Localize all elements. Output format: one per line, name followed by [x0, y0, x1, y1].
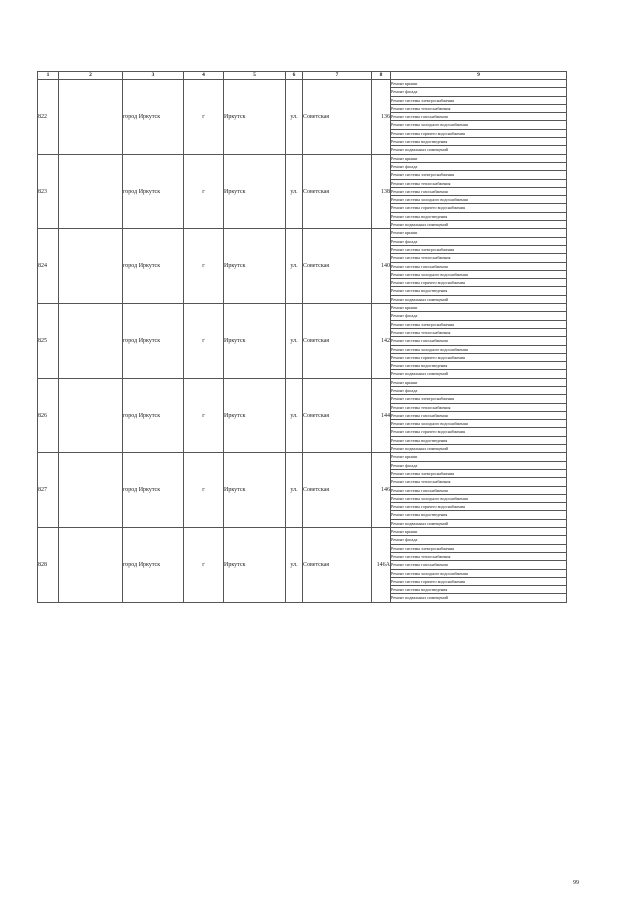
repair-work-item: Ремонт системы газоснабжения [391, 187, 567, 195]
header-cell-1: 1 [38, 72, 59, 80]
repair-register-table [37, 71, 567, 603]
empty-cell [59, 453, 123, 528]
settlement-name: Иркутск [224, 378, 286, 453]
municipality: город Иркутск [123, 229, 184, 304]
house-number: 144 [372, 378, 391, 453]
repair-work-item: Ремонт системы газоснабжения [391, 561, 567, 569]
settlement-name: Иркутск [224, 453, 286, 528]
repair-work-item: Ремонт системы газоснабжения [391, 337, 567, 345]
municipality: город Иркутск [123, 453, 184, 528]
repair-work-item: Ремонт системы газоснабжения [391, 411, 567, 419]
table-body [38, 80, 567, 603]
header-cell-6: 6 [286, 72, 303, 80]
settlement-type: г [184, 304, 224, 379]
street-name: Советская [303, 80, 372, 155]
repair-work-item: Ремонт подвальных помещений [391, 370, 567, 378]
table-row [38, 154, 567, 162]
repair-work-item: Ремонт подвальных помещений [391, 146, 567, 154]
empty-cell [59, 528, 123, 603]
municipality: город Иркутск [123, 80, 184, 155]
repair-work-item: Ремонт системы теплоснабжения [391, 478, 567, 486]
repair-work-item: Ремонт системы газоснабжения [391, 113, 567, 121]
repair-work-item: Ремонт системы электроснабжения [391, 544, 567, 552]
repair-work-item: Ремонт фасада [391, 461, 567, 469]
record-number: 826 [38, 378, 59, 453]
settlement-type: г [184, 453, 224, 528]
municipality: город Иркутск [123, 304, 184, 379]
table-row [38, 453, 567, 461]
settlement-type: г [184, 154, 224, 229]
table-row [38, 304, 567, 312]
street-type: ул. [286, 154, 303, 229]
repair-work-item: Ремонт крыши [391, 304, 567, 312]
table-row [38, 80, 567, 88]
header-cell-8: 8 [372, 72, 391, 80]
repair-work-item: Ремонт системы горячего водоснабжения [391, 577, 567, 585]
house-number: 140 [372, 229, 391, 304]
repair-work-item: Ремонт подвальных помещений [391, 519, 567, 527]
repair-work-item: Ремонт системы водоотведения [391, 287, 567, 295]
repair-work-item: Ремонт системы горячего водоснабжения [391, 503, 567, 511]
repair-work-item: Ремонт системы водоотведения [391, 436, 567, 444]
street-type: ул. [286, 453, 303, 528]
street-type: ул. [286, 304, 303, 379]
empty-cell [59, 378, 123, 453]
repair-work-item: Ремонт подвальных помещений [391, 594, 567, 602]
settlement-name: Иркутск [224, 304, 286, 379]
street-type: ул. [286, 378, 303, 453]
street-type: ул. [286, 229, 303, 304]
municipality: город Иркутск [123, 378, 184, 453]
repair-work-item: Ремонт системы электроснабжения [391, 245, 567, 253]
repair-work-item: Ремонт подвальных помещений [391, 295, 567, 303]
record-number: 827 [38, 453, 59, 528]
repair-work-item: Ремонт системы водоотведения [391, 212, 567, 220]
repair-work-item: Ремонт системы теплоснабжения [391, 254, 567, 262]
house-number: 136 [372, 80, 391, 155]
repair-work-item: Ремонт крыши [391, 528, 567, 536]
repair-work-item: Ремонт системы электроснабжения [391, 96, 567, 104]
repair-work-item: Ремонт подвальных помещений [391, 221, 567, 229]
repair-work-item: Ремонт системы теплоснабжения [391, 403, 567, 411]
header-cell-5: 5 [224, 72, 286, 80]
repair-work-item: Ремонт крыши [391, 80, 567, 88]
street-name: Советская [303, 453, 372, 528]
repair-work-item: Ремонт системы холодного водоснабжения [391, 196, 567, 204]
record-number: 825 [38, 304, 59, 379]
settlement-type: г [184, 528, 224, 603]
repair-work-item: Ремонт системы водоотведения [391, 362, 567, 370]
repair-work-item: Ремонт фасада [391, 312, 567, 320]
repair-work-item: Ремонт системы горячего водоснабжения [391, 279, 567, 287]
street-name: Советская [303, 378, 372, 453]
repair-work-item: Ремонт фасада [391, 162, 567, 170]
settlement-name: Иркутск [224, 528, 286, 603]
repair-work-item: Ремонт системы теплоснабжения [391, 179, 567, 187]
settlement-name: Иркутск [224, 80, 286, 155]
record-number: 824 [38, 229, 59, 304]
repair-work-item: Ремонт системы газоснабжения [391, 262, 567, 270]
municipality: город Иркутск [123, 154, 184, 229]
repair-work-item: Ремонт фасада [391, 237, 567, 245]
house-number: 142 [372, 304, 391, 379]
header-cell-7: 7 [303, 72, 372, 80]
municipality: город Иркутск [123, 528, 184, 603]
settlement-name: Иркутск [224, 154, 286, 229]
header-row [38, 72, 567, 80]
street-name: Советская [303, 154, 372, 229]
house-number: 146 [372, 453, 391, 528]
record-number: 823 [38, 154, 59, 229]
repair-work-item: Ремонт системы холодного водоснабжения [391, 121, 567, 129]
repair-work-item: Ремонт подвальных помещений [391, 445, 567, 453]
repair-work-item: Ремонт системы водоотведения [391, 511, 567, 519]
empty-cell [59, 229, 123, 304]
empty-cell [59, 80, 123, 155]
settlement-type: г [184, 378, 224, 453]
street-type: ул. [286, 80, 303, 155]
repair-work-item: Ремонт системы холодного водоснабжения [391, 420, 567, 428]
header-cell-3: 3 [123, 72, 184, 80]
repair-work-item: Ремонт системы горячего водоснабжения [391, 428, 567, 436]
house-number: 138 [372, 154, 391, 229]
repair-work-item: Ремонт системы теплоснабжения [391, 552, 567, 560]
empty-cell [59, 304, 123, 379]
header-cell-9: 9 [391, 72, 567, 80]
repair-work-item: Ремонт системы электроснабжения [391, 469, 567, 477]
header-cell-4: 4 [184, 72, 224, 80]
repair-work-item: Ремонт системы холодного водоснабжения [391, 345, 567, 353]
repair-work-item: Ремонт системы водоотведения [391, 586, 567, 594]
repair-work-item: Ремонт системы горячего водоснабжения [391, 204, 567, 212]
repair-work-item: Ремонт системы холодного водоснабжения [391, 494, 567, 502]
repair-work-item: Ремонт системы электроснабжения [391, 320, 567, 328]
header-cell-2: 2 [59, 72, 123, 80]
record-number: 822 [38, 80, 59, 155]
repair-work-item: Ремонт системы теплоснабжения [391, 104, 567, 112]
table-row [38, 229, 567, 237]
house-number: 146А [372, 528, 391, 603]
repair-work-item: Ремонт фасада [391, 536, 567, 544]
table-row [38, 528, 567, 536]
street-name: Советская [303, 528, 372, 603]
repair-work-item: Ремонт системы холодного водоснабжения [391, 569, 567, 577]
table-row [38, 378, 567, 386]
repair-work-item: Ремонт системы электроснабжения [391, 395, 567, 403]
record-number: 828 [38, 528, 59, 603]
repair-work-item: Ремонт системы горячего водоснабжения [391, 129, 567, 137]
page-number: 99 [573, 880, 579, 886]
settlement-type: г [184, 229, 224, 304]
empty-cell [59, 154, 123, 229]
repair-work-item: Ремонт крыши [391, 453, 567, 461]
repair-work-item: Ремонт крыши [391, 154, 567, 162]
street-type: ул. [286, 528, 303, 603]
repair-work-item: Ремонт системы горячего водоснабжения [391, 353, 567, 361]
repair-work-item: Ремонт системы теплоснабжения [391, 328, 567, 336]
repair-work-item: Ремонт крыши [391, 378, 567, 386]
repair-work-item: Ремонт фасада [391, 88, 567, 96]
street-name: Советская [303, 229, 372, 304]
repair-work-item: Ремонт крыши [391, 229, 567, 237]
repair-work-item: Ремонт системы водоотведения [391, 138, 567, 146]
repair-work-item: Ремонт системы электроснабжения [391, 171, 567, 179]
repair-work-item: Ремонт фасада [391, 386, 567, 394]
repair-work-item: Ремонт системы холодного водоснабжения [391, 270, 567, 278]
street-name: Советская [303, 304, 372, 379]
settlement-name: Иркутск [224, 229, 286, 304]
settlement-type: г [184, 80, 224, 155]
repair-work-item: Ремонт системы газоснабжения [391, 486, 567, 494]
